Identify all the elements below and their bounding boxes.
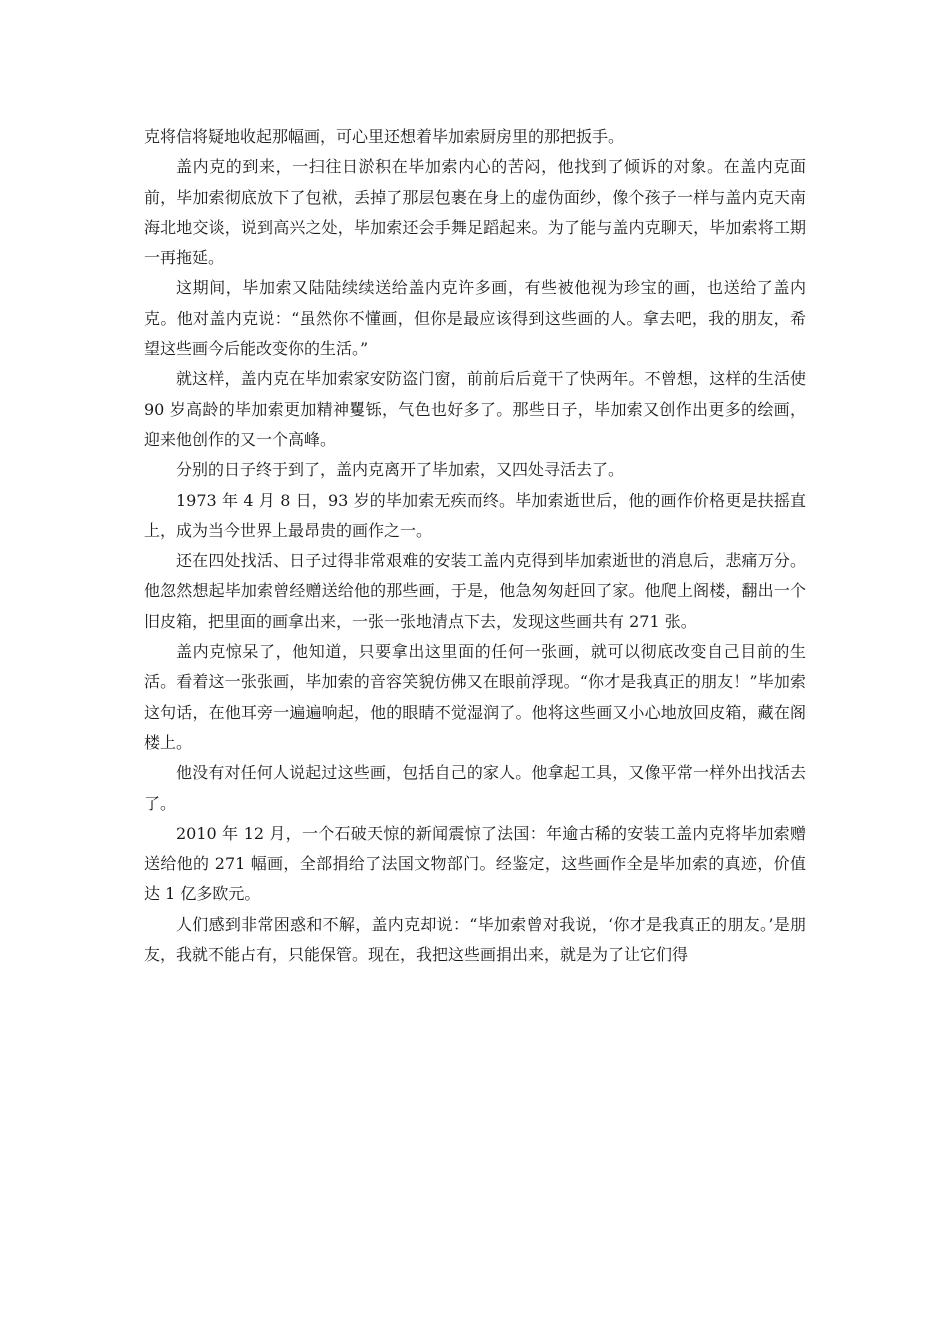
paragraph-3: 这期间，毕加索又陆陆续续送给盖内克许多画，有些被他视为珍宝的画，也送给了盖内克。他对盖内克说：“虽然你不懂画，但你是最应该得到这些画的人。拿去吧，我的朋友，希望这些画今后能改变你的生活。”	[144, 278, 806, 359]
paragraph-4: 就这样，盖内克在毕加索家安防盗门窗，前前后后竟干了快两年。不曾想，这样的生活使 90 岁高龄的毕加索更加精神矍铄，气色也好多了。那些日子，毕加索又创作出更多的绘画，迎来他创作的又一个高峰。	[144, 369, 806, 449]
paragraph-7: 还在四处找活、日子过得非常艰难的安装工盖内克得到毕加索逝世的消息后，悲痛万分。他忽然想起毕加索曾经赠送给他的那些画，于是，他急匆匆赶回了家。他爬上阁楼，翻出一个旧皮箱，把里面的画拿出来，一张一张地清点下去，发现这些画共有 271 张。	[144, 551, 806, 631]
paragraph-11: 人们感到非常困惑和不解，盖内克却说：“毕加索曾对我说，‘你才是我真正的朋友。’是朋友，我就不能占有，只能保管。现在，我把这些画捐出来，就是为了让它们得	[144, 914, 806, 965]
paragraph-6: 1973 年 4 月 8 日，93 岁的毕加索无疾而终。毕加索逝世后，他的画作价格更是扶摇直上，成为当今世界上最昂贵的画作之一。	[144, 490, 806, 540]
paragraph-2: 盖内克的到来，一扫往日淤积在毕加索内心的苦闷，他找到了倾诉的对象。在盖内克面前，毕加索彻底放下了包袱，丢掉了那层包裹在身上的虚伪面纱，像个孩子一样与盖内克天南海北地交谈，说到高兴之处，毕加索还会手舞足蹈起来。为了能与盖内克聊天，毕加索将工期一再拖延。	[144, 157, 806, 268]
paragraph-5: 分别的日子终于到了，盖内克离开了毕加索，又四处寻活去了。	[176, 460, 625, 480]
paragraph-8: 盖内克惊呆了，他知道，只要拿出这里面的任何一张画，就可以彻底改变自己目前的生活。看着这一张张画，毕加索的音容笑貌仿佛又在眼前浮现。“你才是我真正的朋友！”毕加索这句话，在他耳旁一遍遍响起，他的眼睛不觉湿润了。他将这些画又小心地放回皮箱，藏在阁楼上。	[144, 642, 806, 752]
paragraph-10: 2010 年 12 月，一个石破天惊的新闻震惊了法国：年逾古稀的安装工盖内克将毕加索赠送给他的 271 幅画，全部捐给了法国文物部门。经鉴定，这些画作全是毕加索的真迹，价值达 1 亿多欧元。	[144, 823, 806, 904]
article-body	[144, 122, 806, 970]
paragraph-1: 克将信将疑地收起那幅画，可心里还想着毕加索厨房里的那把扳手。	[144, 127, 625, 146]
paragraph-9: 他没有对任何人说起过这些画，包括自己的家人。他拿起工具，又像平常一样外出找活去了。	[144, 763, 806, 813]
